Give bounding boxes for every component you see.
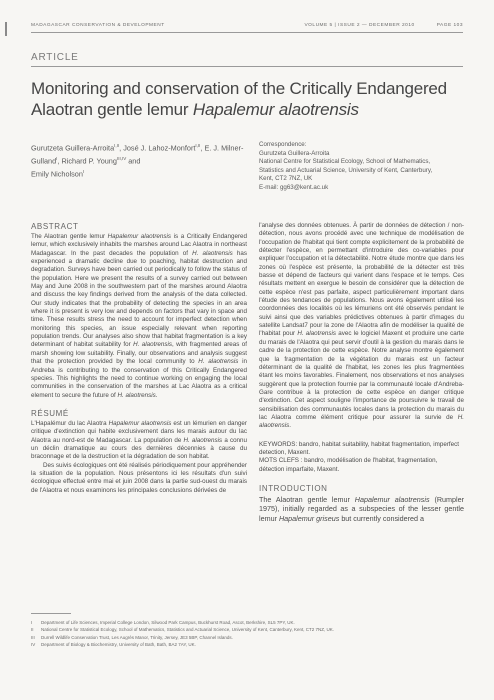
keywords-block [259, 441, 464, 474]
correspondence-block [259, 141, 464, 193]
footnote: IV Department of Biology & Biochemistry, University of Bath, Bath, BA2 7AY, UK. [31, 642, 196, 648]
correspondence-email[interactable]: E-mail: gg63@kent.ac.uk [259, 183, 329, 191]
title-line-2: Alaotran gentle lemur Hapalemur alaotrensis [31, 100, 359, 119]
article-label: ARTICLE [31, 52, 79, 63]
title-line-1: Monitoring and conservation of the Critically Endangered [31, 79, 447, 98]
journal-name: MADAGASCAR CONSERVATION & DEVELOPMENT [31, 23, 165, 28]
running-header [31, 23, 463, 28]
correspondence-name: Gurutzeta Guillera-Arroita [259, 149, 330, 157]
footnote-rule [31, 613, 71, 614]
footnotes [31, 619, 463, 649]
author-list: Gurutzeta Guillera-Arroita$^{I,II}$, José J. Lahoz-Monfort$^{I,II}$, E. J. Milner-Gulland$^I$, Richard P. Young$^{III,IV}$ and Emily Nicholson$^I$ [31, 143, 244, 179]
correspondence-address-1: National Centre for Statistical Ecology, School of Mathematics, [259, 158, 431, 166]
volume-issue: VOLUME 5 | ISSUE 2 — DECEMBER 2010 [304, 23, 415, 28]
resume-text-2: Des suivis écologiques ont été réalisés périodiquement pour appréhender la situation de la population. Nous présentons ici les résultats d'un suivi écologique effectué entre mai et juin 2008 dans la partie sud-ouest du marais de l'Alaotra et nous examinons les principales conclusions dérivées de [31, 461, 247, 494]
page-number: PAGE 103 [436, 23, 463, 28]
right-column [259, 222, 464, 523]
footnote: I Department of Life Sciences, Imperial College London, Silwood Park Campus, Buckhurst Road, Ascot, Berkshire, SL5 7PY, UK. [31, 620, 295, 625]
left-column [31, 222, 247, 495]
correspondence-address-2: Statistics and Actuarial Science, University of Kent, Canterbury, [259, 166, 433, 174]
introduction-text: The Alaotran gentle lemur Hapalemur alaotrensis (Rumpler 1975), initially regarded as a subspecies of the lesser gentle lemur Hapalemur griseus but currently considered a [259, 494, 464, 523]
header-rule [31, 32, 463, 33]
correspondence-heading: Correspondence: [259, 141, 307, 148]
resume-text-1: L'Hapalémur du lac Alaotra Hapalemur alaotrensis est un lémurien en danger critique d'extinction qui habite exclusivement dans les marais autour du lac Alaotra au nord-est de Madagascar. La population de H. alaotrensis a connu un déclin dramatique au cours des dernières décennies à cause du braconnage et de la destruction et la dégradation de son habitat. [31, 419, 247, 461]
footnote: III Durrell Wildlife Conservation Trust, Les Augrès Manor, Trinity, Jersey, JE3 5BP, Channel Islands. [31, 634, 233, 640]
abstract-text: The Alaotran gentle lemur Hapalemur alaotrensis is a Critically Endangered lemur, which exclusively inhabits the marshes around Lac Alaotra in northeast Madagascar. In the past decades the population of H. alaotrensis has experienced a dramatic decline due to poaching, habitat destruction and degradation. Surveys have been carried out periodically to follow the status of the population. Here we present the results of a survey carried out between May and June 2008 in the southwestern part of the marshes around Alaotra and discuss the key findings derived from the analysis of the data collected. Our study indicates that the probability of detecting the species in an area where it is present is very low and depends on factors that vary in space and time. These results stress the need to account for imperfect detection when monitoring this species, an issue especially relevant when reporting population trends. Our analyses also show that habitat fragmentation is a key determinant of habitat suitability for H. alaotrensis, with fragmented areas of marsh showing low suitability. Finally, our observations and analysis suggest that the protection provided by the local community to H. alaotrensis in Andreba is contributing to the conservation of this Critically Endangered species. This highlights the need to continue working on engaging the local communities in the conservation of the marshes at Lac Alaotra as a critical element to secure the future of H. alaotrensis. [31, 233, 247, 399]
binding-edge [5, 22, 7, 36]
correspondence-address-3: Kent, CT2 7NZ, UK [259, 175, 313, 183]
abstract-heading: ABSTRACT [31, 222, 79, 231]
resume-heading: RÉSUMÉ [31, 408, 69, 418]
keywords-fr: MOTS CLEFS : bandro, modélisation de l'habitat, fragmentation, détection imparfaite, Maxent. [259, 457, 438, 473]
article-title [31, 78, 463, 120]
footnote: II National Centre for Statistical Ecology, School of Mathematics, Statistics and Actuarial Science, University of Kent, Canterbury, Kent, CT2 7NZ, UK. [31, 627, 334, 633]
introduction-heading: INTRODUCTION [259, 483, 328, 493]
resume-continued: l'analyse des données obtenues. À partir de données de détection / non-détection, nous avons procédé avec une technique de modélisation de l'occupation de l'habitat qui tient compte explicitement de la probabilité de détecter l'espèce, en permettant d'introduire des co-variables pour expliquer l'occupation et la détectabilité. Notre étude montre que dans les zones où l'espèce est présente, la probabilité de la détecter est très basse et dépend de facteurs qui varient dans l'espace et le temps. Ces résultats mettent en exergue le besoin de considérer que la détection de cette espèce n'est pas parfaite, aspect particulièrement important dans l'étude des tendances de populations. Nous avons également utilisé les coordonnées des localités où les lémuriens ont été observés pendant le suivi ainsi que des variables prédictives obtenues à partir d'images du satellite Landsat7 pour la zone de l'Alaotra afin de modéliser la qualité de l'habitat pour H. alaotrensis avec le logiciel Maxent et produire une carte du marais de l'Alaotra qui peut servir d'outil à la gestion du marais dans le cadre de la protection de cette espèce. Notre analyse montre également que la fragmentation de la végétation du marais est un facteur déterminant de la qualité de l'habitat, les zones les plus fragmentées étant les moins favorables. Finalement, nos observations et nos analyses suggèrent que la protection fournie par la communauté locale d'Andreba-Gare contribue à la protection de cette espèce en danger critique d'extinction. Cet aspect souligne l'importance de poursuivre le travail de sensibilisation des communautés locales dans la protection du marais du lac Alaotra comme élément critique pour assurer la survie de H. alaotrensis. [259, 222, 464, 430]
section-rule [31, 66, 463, 67]
keywords-en: KEYWORDS: bandro, habitat suitability, habitat fragmentation, imperfect detection, Maxent. [259, 440, 459, 456]
